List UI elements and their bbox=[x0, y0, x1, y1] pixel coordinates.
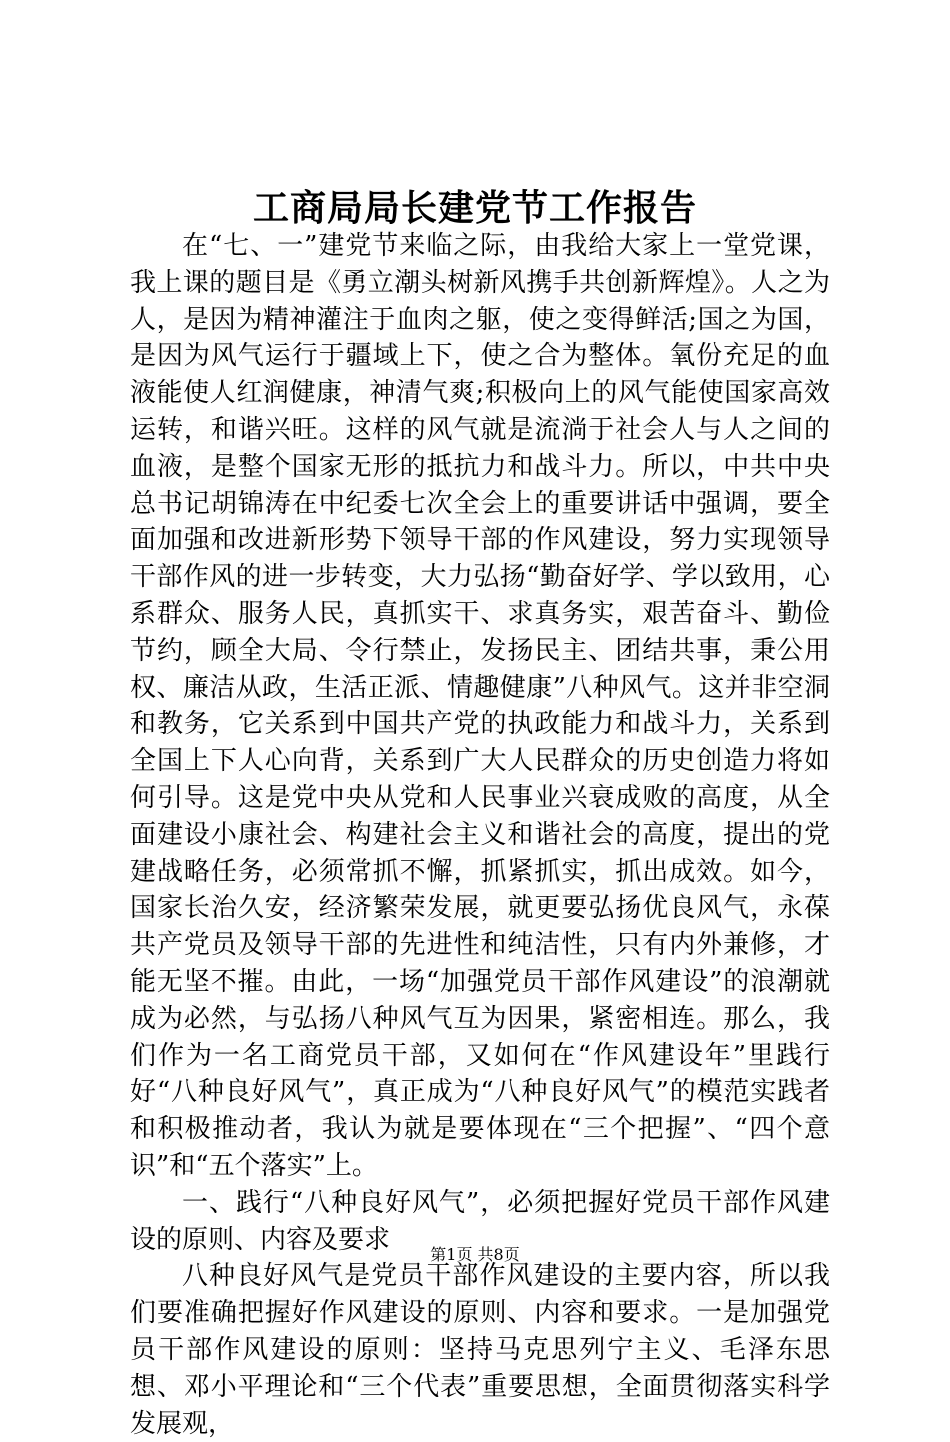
page-title: 工商局局长建党节工作报告 bbox=[252, 187, 697, 229]
section-heading: 一、践行“八种良好风气”，必须把握好党员干部作风建设的原则、内容及要求 bbox=[130, 1187, 830, 1255]
page-footer: 第1页 共8页 bbox=[430, 1245, 520, 1264]
paragraph: 在“七、一”建党节来临之际，由我给大家上一堂党课，我上课的题目是《勇立潮头树新风携手共创新辉煌》。人之为人，是因为精神灌注于血肉之躯，使之变得鲜活;国之为国，是因为风气运行于疆域上下，使之合为整体。氧份充足的血液能使人红润健康，神清气爽;积极向上的风气能使国家高效运转，和谐兴旺。这样的风气就是流淌于社会人与人之间的血液，是整个国家无形的抵抗力和战斗力。所以，中共中央总书记胡锦涛在中纪委七次全会上的重要讲话中强调，要全面加强和改进新形势下领导干部的作风建设，努力实现领导干部作风的进一步转变，大力弘扬“勤奋好学、学以致用，心系群众、服务人民，真抓实干、求真务实，艰苦奋斗、勤俭节约，顾全大局、令行禁止，发扬民主、团结共事，秉公用权、廉洁从政，生活正派、情趣健康”八种风气。这并非空洞和教务，它关系到中国共产党的执政能力和战斗力，关系到全国上下人心向背，关系到广大人民群众的历史创造力将如何引导。这是党中央从党和人民事业兴衰成败的高度，从全面建设小康社会、构建社会主义和谐社会的高度，提出的党建战略任务，必须常抓不懈，抓紧抓实，抓出成效。如今，国家长治久安，经济繁荣发展，就更要弘扬优良风气，永葆共产党员及领导干部的先进性和纯洁性，只有内外兼修，才能无坚不摧。由此，一场“加强党员干部作风建设”的浪潮就成为必然，与弘扬八种风气互为因果，紧密相连。那么，我们作为一名工商党员干部，又如何在“作风建设年”里践行好“八种良好风气”，真正成为“八种良好风气”的模范实践者和积极推动者，我认为就是要体现在“三个把握”、“四个意识”和“五个落实”上。 bbox=[130, 231, 830, 1181]
paragraph: 八种良好风气是党员干部作风建设的主要内容，所以我们要准确把握好作风建设的原则、内容和要求。一是加强党员干部作风建设的原则：坚持马克思列宁主义、毛泽东思想、邓小平理论和“三个代表”重要思想，全面贯彻落实科学发展观， bbox=[130, 1261, 830, 1439]
